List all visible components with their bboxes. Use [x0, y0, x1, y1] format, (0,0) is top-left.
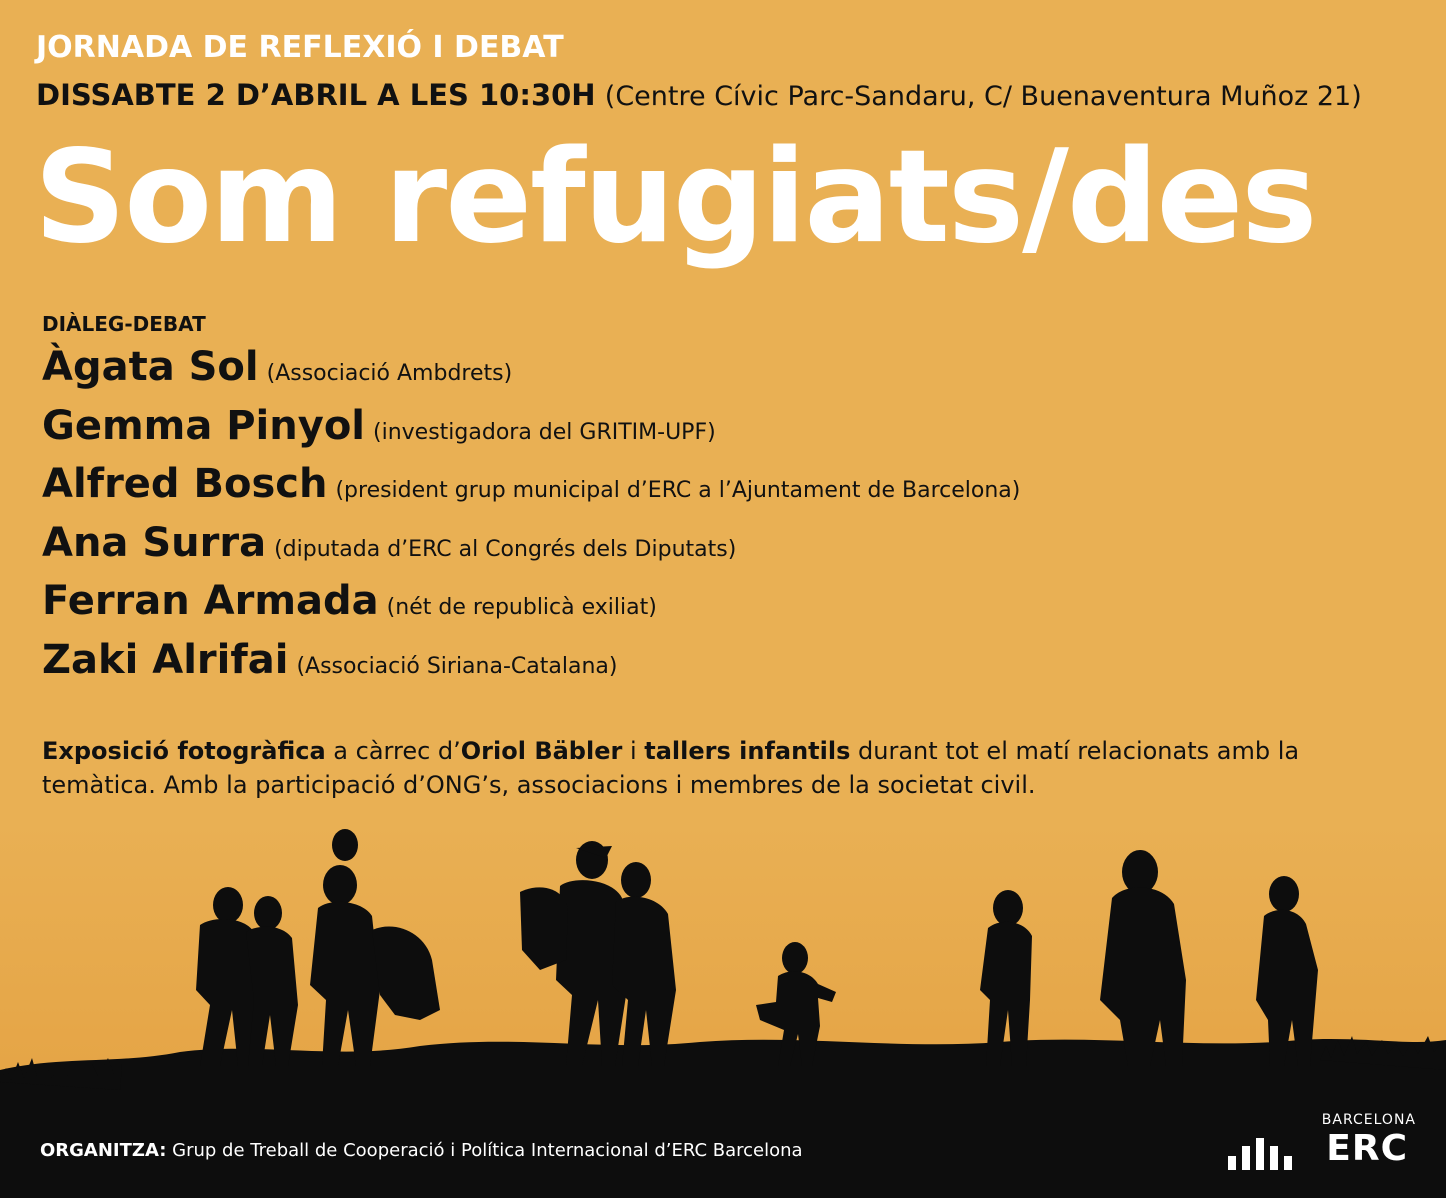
- speaker-name: Gemma Pinyol: [42, 402, 366, 449]
- organizer-line: [40, 1140, 803, 1161]
- speaker-item: [42, 578, 1020, 637]
- speaker-role: (Associació Ambdrets): [266, 361, 513, 386]
- logo-word: ERC: [1326, 1128, 1408, 1169]
- note-text: a càrrec d’: [325, 737, 461, 765]
- speaker-list: [42, 344, 1020, 695]
- logo-bars-icon: [1226, 1130, 1306, 1170]
- logo-city: BARCELONA: [1321, 1112, 1416, 1128]
- organizer-label: ORGANITZA:: [40, 1140, 167, 1161]
- speaker-role: (diputada d’ERC al Congrés dels Diputats): [274, 536, 737, 562]
- speaker-role: (Associació Siriana-Catalana): [296, 653, 618, 679]
- event-dateline: [36, 78, 1362, 112]
- note-photographer: Oriol Bäbler: [460, 737, 623, 765]
- speaker-name: Ana Surra: [42, 519, 267, 566]
- speaker-role: (nét de republicà exiliat): [386, 595, 657, 620]
- event-kicker: JORNADA DE REFLEXIÓ I DEBAT: [36, 30, 564, 65]
- speaker-name: Àgata Sol: [42, 344, 259, 390]
- note-workshops: tallers infantils: [644, 737, 851, 765]
- speaker-role: (investigadora del GRITIM-UPF): [373, 419, 716, 445]
- speaker-item: [42, 344, 1020, 403]
- erc-barcelona-logo-icon: [1226, 1112, 1416, 1172]
- note-text: i: [622, 737, 645, 765]
- poster-title: Som refugiats/des: [34, 123, 1316, 272]
- speaker-item: [42, 520, 1020, 579]
- speaker-item: [42, 637, 1020, 696]
- speaker-name: Zaki Alrifai: [42, 636, 289, 683]
- event-venue: (Centre Cívic Parc-Sandaru, C/ Buenaventura Muñoz 21): [604, 81, 1362, 112]
- organizer-text: Grup de Treball de Cooperació i Política Internacional d’ERC Barcelona: [166, 1140, 803, 1161]
- event-date-time: DISSABTE 2 D’ABRIL A LES 10:30H: [36, 78, 596, 112]
- speaker-item: [42, 403, 1020, 462]
- section-label: DIÀLEG-DEBAT: [42, 312, 206, 336]
- speaker-role: (president grup municipal d’ERC a l’Ajuntament de Barcelona): [335, 478, 1021, 503]
- note-exhibition: Exposició fotogràfica: [42, 737, 326, 765]
- speaker-name: Ferran Armada: [42, 578, 379, 624]
- speaker-item: [42, 461, 1020, 520]
- speaker-name: Alfred Bosch: [42, 461, 328, 507]
- exhibition-note: [42, 734, 1412, 802]
- note-text: durant tot el matí relacionats amb la temàtica. Amb la participació d’ONG’s, associacions i membres de la societat civil.: [42, 737, 1300, 799]
